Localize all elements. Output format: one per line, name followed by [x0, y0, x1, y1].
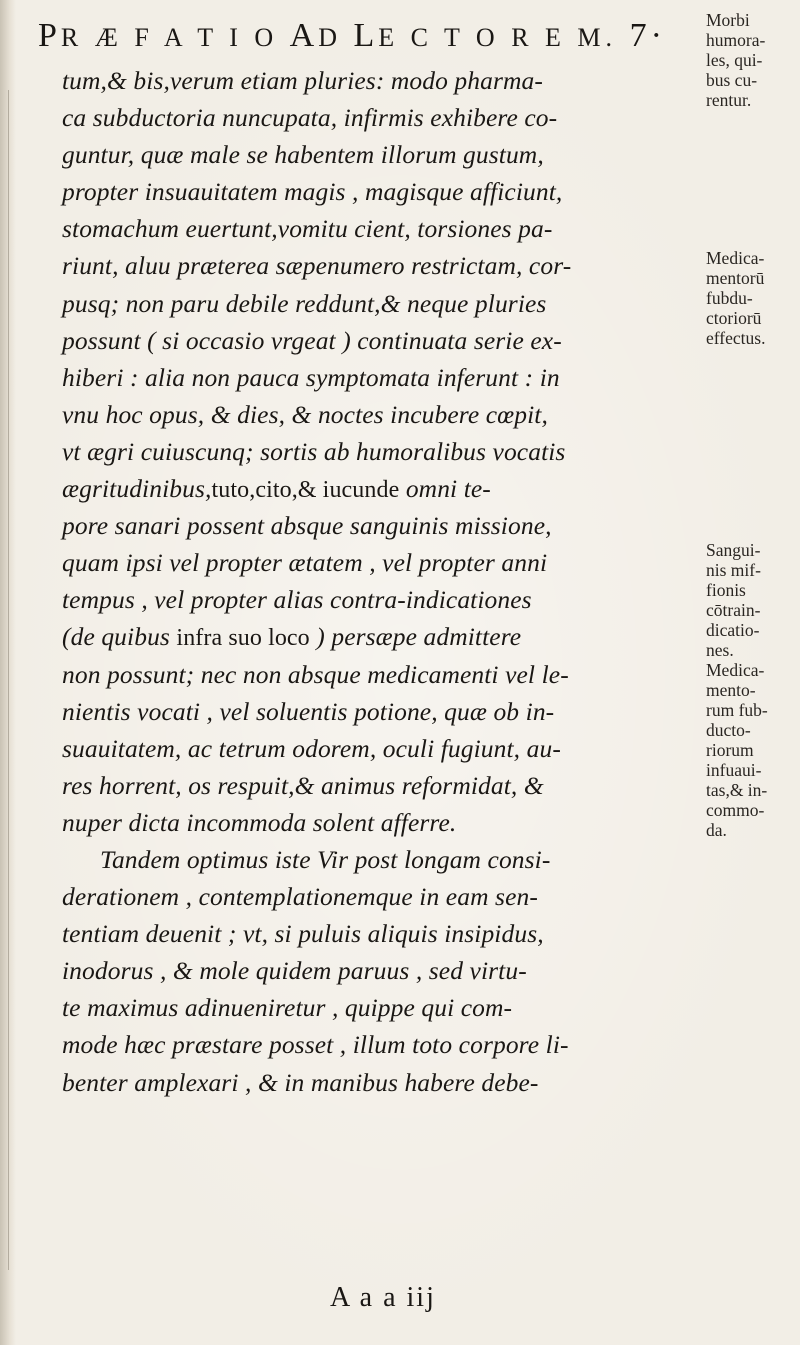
text-line: vt ægri cuiuscunq; sortis ab humoralibus vocatis	[62, 436, 566, 466]
text-line: mode hæc præstare posset , illum toto corpore li-	[62, 1030, 569, 1060]
text-line-italic: (de quibus	[62, 622, 177, 652]
marginal-note-line: mento-	[706, 680, 756, 700]
marginal-note-line: nis mif-	[706, 560, 761, 580]
marginal-note-line: Sangui-	[706, 540, 761, 560]
text-line: nientis vocati , vel soluentis potione, quæ ob in-	[62, 696, 555, 726]
marginal-note-line: rentur.	[706, 90, 752, 110]
text-line: derationem , contemplationemque in eam sen-	[62, 882, 538, 912]
marginal-note	[706, 10, 800, 110]
text-line-roman: infra suo loco	[176, 625, 310, 652]
text-line: nuper dicta incommoda solent afferre.	[62, 807, 457, 837]
page-number: 7·	[617, 17, 666, 54]
text-line: benter amplexari , & in manibus habere debe-	[62, 1067, 539, 1097]
running-head-a: A	[289, 17, 319, 54]
running-head-lectorem: E C T O R E M.	[378, 23, 618, 52]
text-line: stomachum euertunt,vomitu cient, torsiones pa-	[62, 214, 553, 244]
marginal-note-line: les, qui-	[706, 50, 763, 70]
text-line: non possunt; nec non absque medicamenti vel le-	[62, 659, 569, 689]
text-line: tempus , vel propter alias contra-indicationes	[62, 585, 532, 615]
marginal-note-line: Medica-	[706, 660, 765, 680]
marginal-note-line: cōtrain-	[706, 600, 761, 620]
text-line: res horrent, os respuit,& animus reformidat, &	[62, 770, 544, 800]
marginal-note-line: fionis	[706, 580, 746, 600]
marginal-note-line: commo-	[706, 800, 765, 820]
text-line-italic: ægritudinibus,	[62, 474, 212, 504]
marginal-note-line: Medica-	[706, 248, 765, 268]
text-line: tentiam deuenit ; vt, si puluis aliquis insipidus,	[62, 919, 544, 949]
text-line: suauitatem, ac tetrum odorem, oculi fugiunt, au-	[62, 733, 561, 763]
marginal-note-line: rum fub-	[706, 700, 768, 720]
running-head-l: L	[353, 17, 379, 54]
running-head	[38, 12, 758, 60]
text-line: te maximus adinueniretur , quippe qui com-	[62, 993, 513, 1023]
text-line-italic: ) persæpe admittere	[309, 622, 522, 652]
marginal-note-line: ducto-	[706, 720, 751, 740]
marginal-note-line: nes.	[706, 640, 734, 660]
marginal-notes	[706, 0, 800, 1345]
text-line: riunt, aluu præterea sæpenumero restrictam, cor-	[62, 251, 572, 281]
text-line-roman: tuto,cito,& iucunde	[211, 477, 400, 504]
body-text	[62, 62, 702, 1101]
text-line: tum,& bis,verum etiam pluries: modo pharma-	[62, 66, 543, 95]
text-line: hiberi : alia non pauca symptomata inferunt : in	[62, 362, 560, 392]
marginal-note-line: ctoriorū	[706, 308, 762, 328]
marginal-note-line: Morbi	[706, 10, 750, 30]
marginal-note-line: riorum	[706, 740, 754, 760]
marginal-note-line: mentorū	[706, 268, 765, 288]
text-line: Tandem optimus iste Vir post longam consi-	[100, 844, 551, 874]
text-line-italic: omni te-	[399, 474, 491, 504]
gutter-rule	[8, 90, 9, 1270]
text-line: ca subductoria nuncupata, infirmis exhibere co-	[62, 103, 558, 133]
text-line: pusq; non paru debile reddunt,& neque pluries	[62, 288, 547, 318]
text-line	[62, 618, 702, 655]
text-line: quam ipsi vel propter ætatem , vel propter anni	[62, 548, 548, 578]
running-head-p: P	[38, 17, 61, 54]
text-line	[62, 470, 702, 507]
marginal-note-line: tas,& in-	[706, 780, 768, 800]
text-line: pore sanari possent absque sanguinis missione,	[62, 511, 552, 541]
text-line: propter insuauitatem magis , magisque afficiunt,	[62, 177, 563, 207]
running-head-d: D	[318, 23, 354, 52]
signature-catchword: A a a iij	[330, 1282, 436, 1313]
marginal-note-line: fubdu-	[706, 288, 753, 308]
text-line: inodorus , & mole quidem paruus , sed virtu-	[62, 956, 527, 986]
text-line: guntur, quæ male se habentem illorum gustum,	[62, 140, 544, 170]
marginal-note-line: da.	[706, 820, 727, 840]
marginal-note	[706, 540, 800, 840]
marginal-note-line: infuaui-	[706, 760, 762, 780]
text-line: vnu hoc opus, & dies, & noctes incubere cœpit,	[62, 399, 548, 429]
marginal-note	[706, 248, 800, 348]
marginal-note-line: humora-	[706, 30, 766, 50]
marginal-note-line: bus cu-	[706, 70, 758, 90]
text-line: possunt ( si occasio vrgeat ) continuata serie ex-	[62, 325, 562, 355]
marginal-note-line: dicatio-	[706, 620, 760, 640]
running-head-praefatio: R Æ F A T I O	[60, 23, 290, 52]
marginal-note-line: effectus.	[706, 328, 766, 348]
